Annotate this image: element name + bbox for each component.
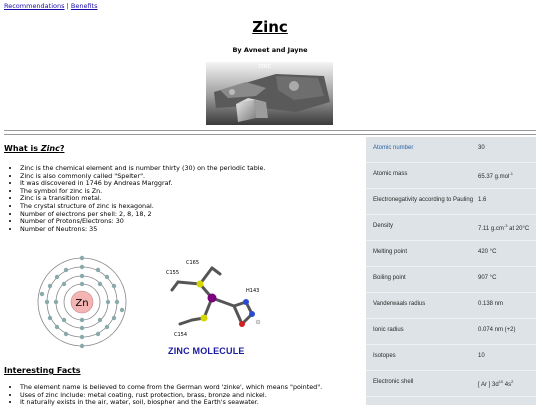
atom-label-c154: C154: [174, 332, 188, 338]
zinc-atom-diagram: [34, 254, 130, 350]
bohr-model-image: [34, 254, 130, 350]
atom-label-c165: C165: [186, 260, 200, 266]
property-value: 0.138 nm: [478, 301, 504, 307]
property-value: 7.11 $g.cm^{-3}$ at 20°C: [478, 223, 530, 232]
section-heading-interesting-facts: Interesting Facts: [4, 366, 81, 375]
page-title: Zinc: [252, 18, 288, 36]
zinc-metal-illustration: [206, 62, 333, 125]
property-value: 65.37 g.mol$^{-1}$: [478, 171, 513, 180]
property-value: [ Ar ] $3d^{10}$ $4s^2$: [478, 379, 514, 388]
property-key: Vanderwaals radius: [373, 301, 426, 307]
table-row: [366, 319, 536, 345]
property-key: Atomic number: [373, 145, 414, 151]
table-row: [366, 293, 536, 319]
what-is-zinc-section: [4, 144, 344, 233]
properties-table: [366, 137, 536, 405]
zinc-facts-list: [4, 165, 344, 233]
list-item: • Number of electrons per shell: 2, 8, 18, 2: [20, 211, 344, 219]
section-heading-what-is-zinc: What is Zinc?: [4, 144, 65, 153]
table-row: [366, 189, 536, 215]
list-item: • Zinc is the chemical element and is number thirty (30) on the periodic table.: [20, 165, 344, 173]
property-value: 30: [478, 145, 485, 151]
list-item: • Number of Protons/Electrons: 30: [20, 218, 344, 226]
property-value: 907 °C: [478, 275, 497, 281]
divider: [4, 130, 536, 131]
zinc-molecule-diagram: [158, 254, 270, 362]
table-row: [366, 137, 536, 163]
interesting-facts-section: [4, 366, 364, 407]
list-item: • Zinc is also commonly called "Spelter".: [20, 173, 344, 181]
list-item: • It naturally exists in the air, water, soil, biospher and the Earth's seawater.: [20, 399, 364, 407]
nav-separator: |: [66, 2, 69, 10]
table-row: [366, 345, 536, 371]
property-value: 0.074 nm (+2): [478, 327, 516, 333]
list-item: • Uses of zinc include: metal coating, rust protection, brass, bronze and nickel.: [20, 392, 364, 400]
property-key: Electronegativity according to Pauling: [373, 197, 474, 203]
byline: By Avneet and Jayne: [232, 46, 308, 54]
property-key: Electronic shell: [373, 379, 414, 385]
divider: [4, 134, 536, 135]
atom-label-h143: H143: [246, 288, 260, 294]
property-value: 10: [478, 353, 485, 359]
hero-label: ZINC: [258, 64, 272, 70]
table-row: [366, 241, 536, 267]
table-row: [366, 267, 536, 293]
list-item: • Zinc is a transition metal.: [20, 195, 344, 203]
property-key: Ionic radius: [373, 327, 404, 333]
property-key: Boiling point: [373, 275, 406, 281]
property-key: Isotopes: [373, 353, 396, 359]
nav-link-recommendations[interactable]: Recommendations: [4, 2, 65, 10]
property-key: Melting point: [373, 249, 408, 255]
table-row: [366, 215, 536, 241]
property-key: Atomic mass: [373, 171, 408, 177]
molecule-caption: ZINC MOLECULE: [168, 346, 245, 356]
interesting-facts-list: [4, 384, 364, 407]
list-item: • The symbol for zinc is Zn.: [20, 188, 344, 196]
property-value: 420 °C: [478, 249, 497, 255]
list-item: • The element name is believed to come from the German word 'zinke', which means "pointed".: [20, 384, 364, 392]
list-item: • The crystal structure of zinc is hexagonal.: [20, 203, 344, 211]
list-item: • Number of Neutrons: 35: [20, 226, 344, 234]
table-row: [366, 371, 536, 397]
table-row: [366, 163, 536, 189]
nav-link-benefits[interactable]: Benefits: [70, 2, 98, 10]
atom-symbol: Zn: [75, 298, 89, 309]
property-key: Density: [373, 223, 394, 229]
atom-label-c155: C155: [166, 270, 180, 276]
list-item: • It was discovered in 1746 by Andreas Marggraf.: [20, 180, 344, 188]
zinc-hero-image: [206, 62, 333, 125]
property-value: 1.6: [478, 197, 487, 203]
top-nav: [4, 2, 97, 10]
molecule-image: [158, 254, 270, 346]
